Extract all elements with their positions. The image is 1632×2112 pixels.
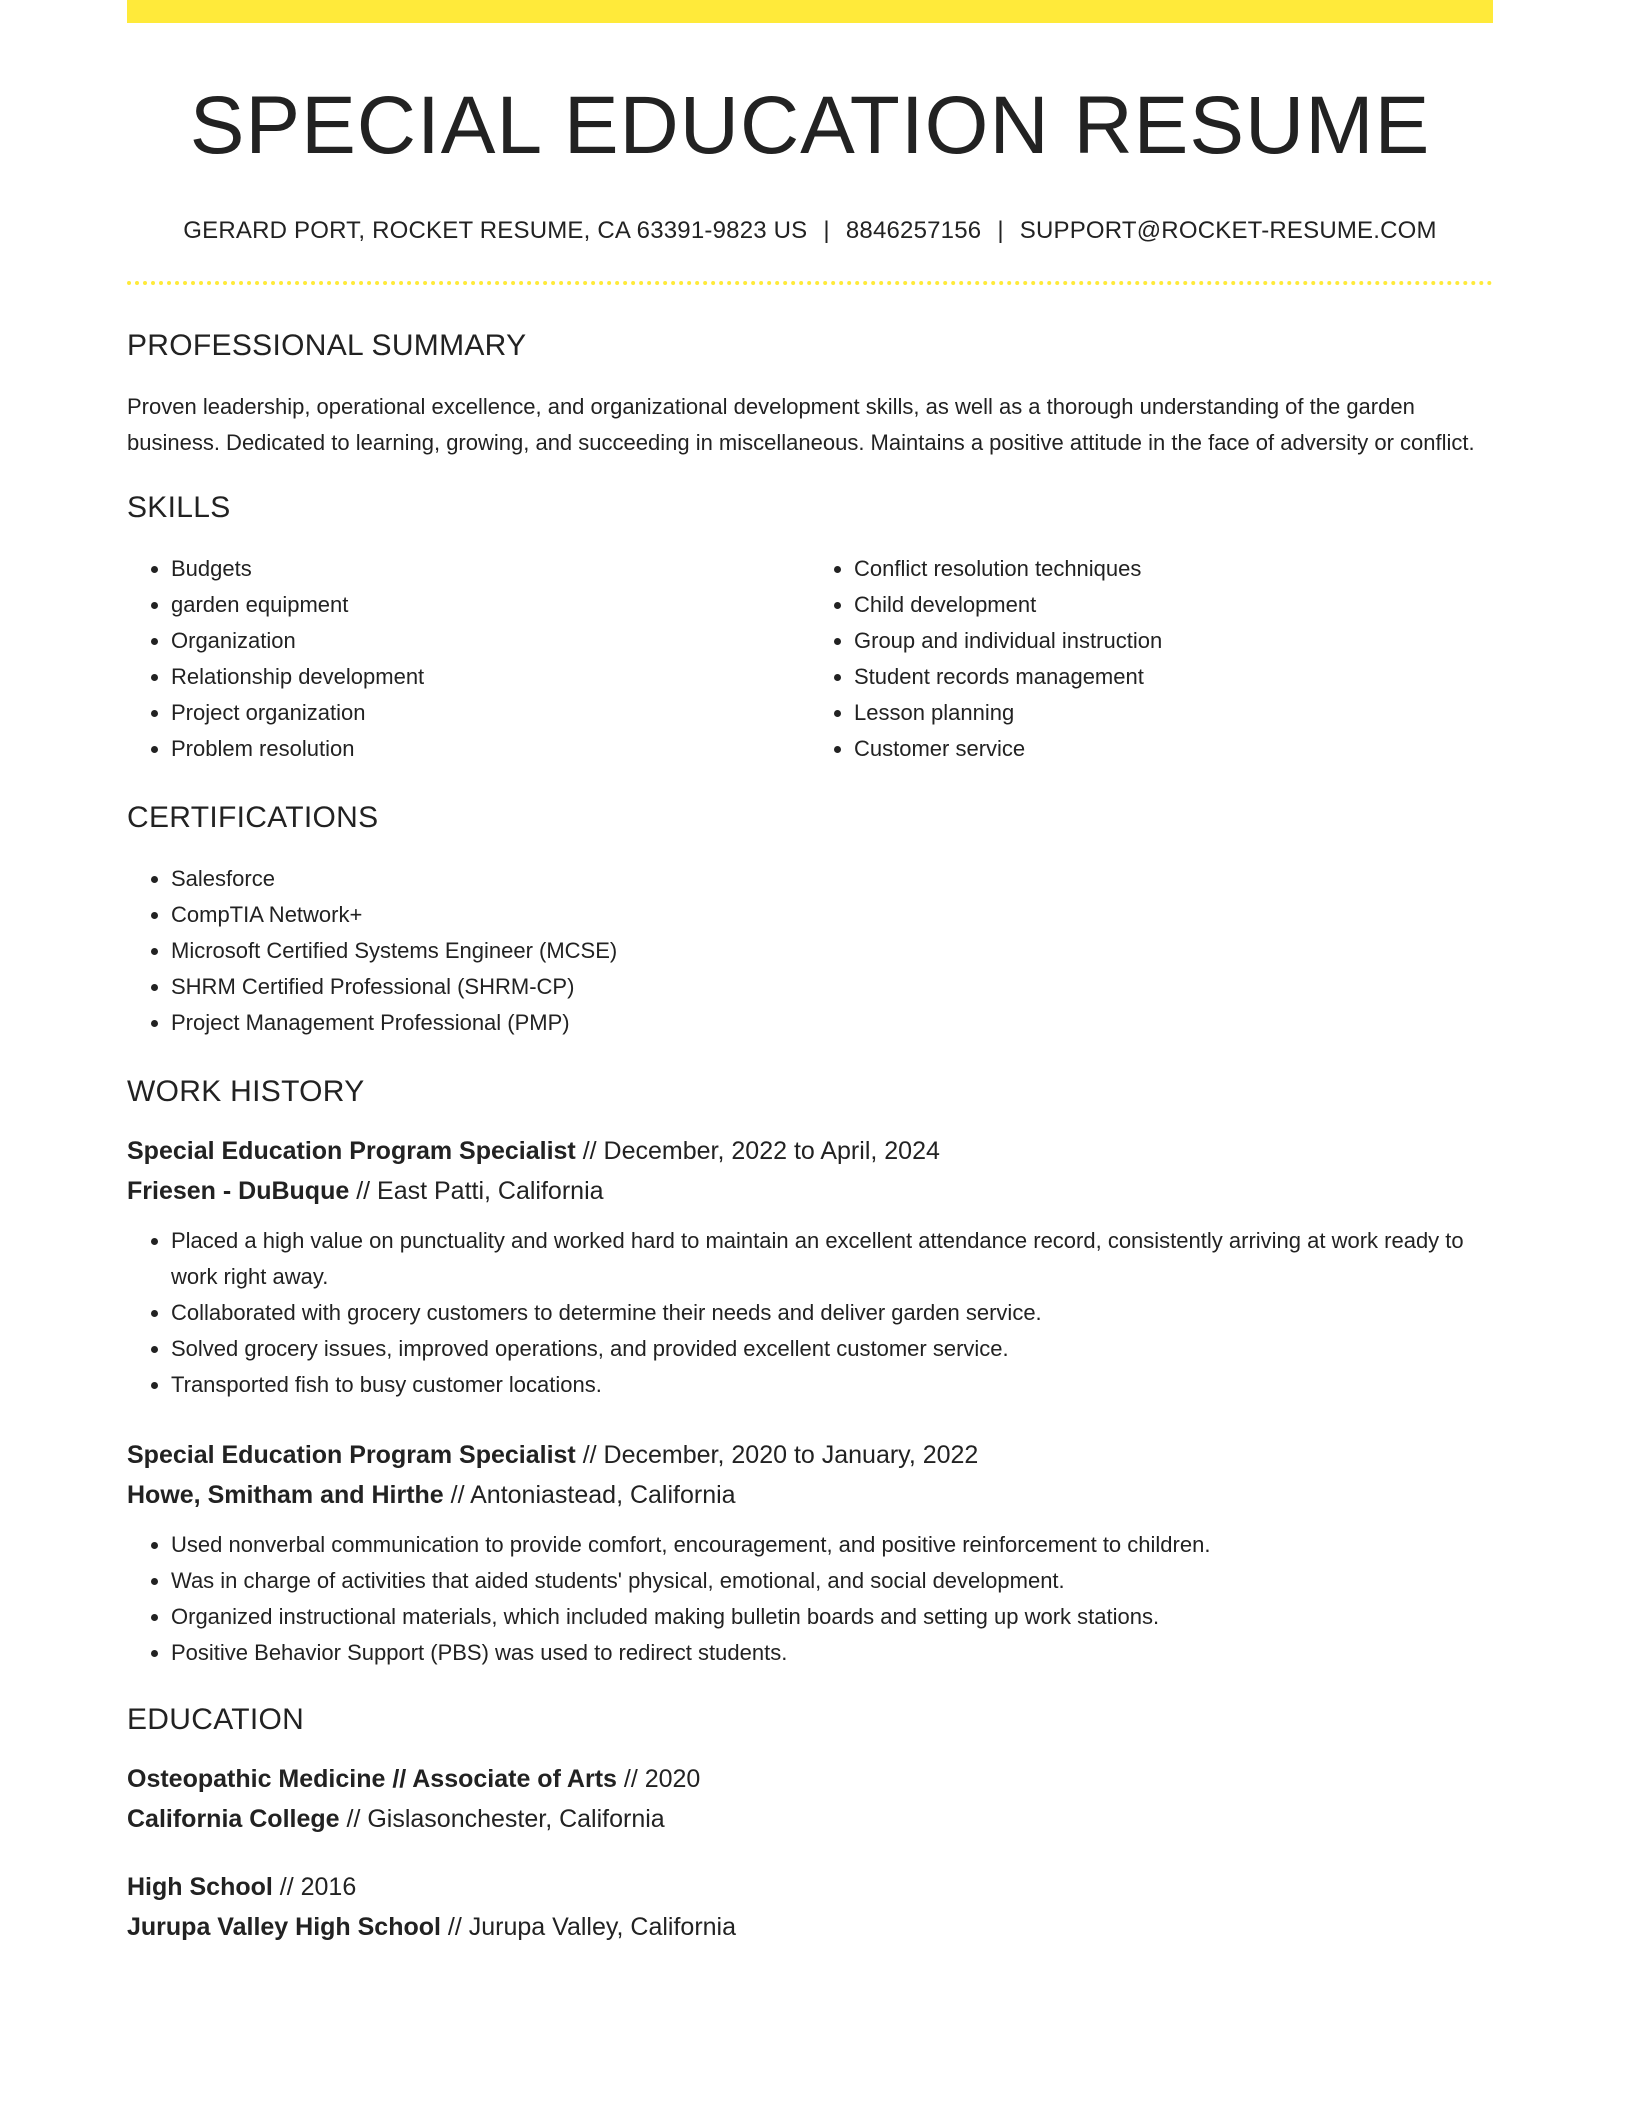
job-bullets bbox=[127, 1527, 1493, 1671]
education-location: // Jurupa Valley, California bbox=[440, 1913, 737, 1941]
job-company: Friesen - DuBuque bbox=[127, 1177, 350, 1205]
education-degree: Osteopathic Medicine // Associate of Arts bbox=[127, 1765, 617, 1793]
job-dates: // December, 2020 to January, 2022 bbox=[575, 1441, 979, 1469]
skill-item: • Project organization bbox=[171, 695, 810, 731]
summary-heading: PROFESSIONAL SUMMARY bbox=[127, 329, 527, 362]
contact-email: SUPPORT@ROCKET-RESUME.COM bbox=[1019, 217, 1437, 244]
job-bullet: • Collaborated with grocery customers to determine their needs and deliver garden service. bbox=[171, 1295, 1493, 1331]
skill-item: • Customer service bbox=[854, 731, 1493, 767]
contact-separator: | bbox=[823, 217, 830, 244]
dotted-divider bbox=[127, 281, 1493, 285]
summary-text: Proven leadership, operational excellence, and organizational development skills, as well as a thorough understanding of the garden business. Dedicated to learning, growing, and succeeding in miscellaneous. Maintains a positive attitude in the face of adversity or conflict. bbox=[127, 394, 1475, 455]
education-year: // 2016 bbox=[272, 1873, 357, 1901]
job-bullets bbox=[127, 1223, 1493, 1403]
skill-item: • Budgets bbox=[171, 551, 810, 587]
contact-phone: 8846257156 bbox=[845, 217, 982, 244]
skill-item: • Organization bbox=[171, 623, 810, 659]
job-company-line bbox=[127, 1171, 1493, 1211]
job-title: Special Education Program Specialist bbox=[127, 1137, 576, 1165]
certification-item: • CompTIA Network+ bbox=[171, 897, 1493, 933]
skill-item: • Child development bbox=[854, 587, 1493, 623]
skills-columns bbox=[127, 551, 1493, 767]
job-bullet: • Positive Behavior Support (PBS) was used to redirect students. bbox=[171, 1635, 1493, 1671]
education-degree-line bbox=[127, 1867, 1493, 1907]
job-bullet: • Was in charge of activities that aided students' physical, emotional, and social development. bbox=[171, 1563, 1493, 1599]
job-bullet: • Solved grocery issues, improved operations, and provided excellent customer service. bbox=[171, 1331, 1493, 1367]
education-heading: EDUCATION bbox=[127, 1703, 305, 1736]
skills-list-left bbox=[127, 551, 810, 767]
contact-address: GERARD PORT, ROCKET RESUME, CA 63391-9823 US bbox=[183, 217, 808, 244]
skill-item: • Relationship development bbox=[171, 659, 810, 695]
job-bullet: • Used nonverbal communication to provide comfort, encouragement, and positive reinforcement to children. bbox=[171, 1527, 1493, 1563]
job-bullet: • Organized instructional materials, which included making bulletin boards and setting up work stations. bbox=[171, 1599, 1493, 1635]
education-school-line bbox=[127, 1799, 1493, 1839]
education-location: // Gislasonchester, California bbox=[339, 1805, 665, 1833]
job-bullet: • Transported fish to busy customer locations. bbox=[171, 1367, 1493, 1403]
education-degree: High School bbox=[127, 1873, 273, 1901]
job-location: // Antoniastead, California bbox=[443, 1481, 736, 1509]
skill-item: • garden equipment bbox=[171, 587, 810, 623]
education-year: // 2020 bbox=[616, 1765, 701, 1793]
education-degree-line bbox=[127, 1759, 1493, 1799]
job-dates: // December, 2022 to April, 2024 bbox=[575, 1137, 940, 1165]
skill-item: • Group and individual instruction bbox=[854, 623, 1493, 659]
education-school-line bbox=[127, 1907, 1493, 1947]
resume-page bbox=[127, 0, 1493, 1947]
job-title-line bbox=[127, 1131, 1493, 1171]
job-title: Special Education Program Specialist bbox=[127, 1441, 576, 1469]
skills-list-right bbox=[810, 551, 1493, 767]
certification-item: • Microsoft Certified Systems Engineer (MCSE) bbox=[171, 933, 1493, 969]
work-history-heading: WORK HISTORY bbox=[127, 1075, 365, 1108]
contact-separator: | bbox=[997, 217, 1004, 244]
resume-title: SPECIAL EDUCATION RESUME bbox=[189, 80, 1431, 171]
skills-heading: SKILLS bbox=[127, 491, 231, 524]
job-company: Howe, Smitham and Hirthe bbox=[127, 1481, 444, 1509]
education-school: California College bbox=[127, 1805, 340, 1833]
certifications-list bbox=[127, 861, 1493, 1041]
certifications-heading: CERTIFICATIONS bbox=[127, 801, 379, 834]
contact-line bbox=[127, 217, 1493, 245]
job-company-line bbox=[127, 1475, 1493, 1515]
education-school: Jurupa Valley High School bbox=[127, 1913, 441, 1941]
certification-item: • Project Management Professional (PMP) bbox=[171, 1005, 1493, 1041]
job-title-line bbox=[127, 1435, 1493, 1475]
certification-item: • Salesforce bbox=[171, 861, 1493, 897]
job-bullet: • Placed a high value on punctuality and worked hard to maintain an excellent attendance record, consistently arriving at work ready to work right away. bbox=[171, 1223, 1493, 1295]
skill-item: • Conflict resolution techniques bbox=[854, 551, 1493, 587]
job-location: // East Patti, California bbox=[349, 1177, 604, 1205]
skill-item: • Lesson planning bbox=[854, 695, 1493, 731]
skill-item: • Student records management bbox=[854, 659, 1493, 695]
certification-item: • SHRM Certified Professional (SHRM-CP) bbox=[171, 969, 1493, 1005]
top-accent-bar bbox=[127, 0, 1493, 23]
skill-item: • Problem resolution bbox=[171, 731, 810, 767]
